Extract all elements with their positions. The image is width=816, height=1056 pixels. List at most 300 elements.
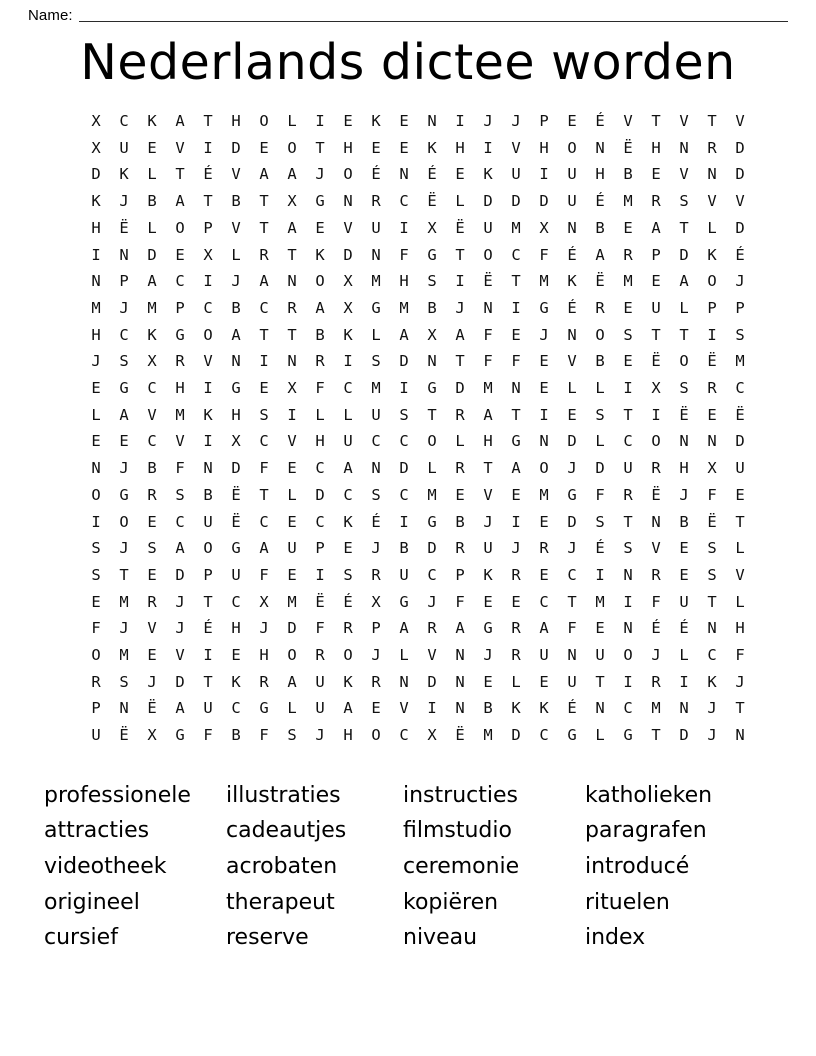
grid-cell[interactable]: C <box>175 512 185 531</box>
grid-cell[interactable]: B <box>623 165 633 184</box>
grid-cell[interactable]: M <box>371 272 381 291</box>
grid-cell[interactable]: M <box>511 218 521 237</box>
grid-cell[interactable]: I <box>203 432 213 451</box>
grid-cell[interactable]: T <box>707 112 717 130</box>
grid-cell[interactable]: A <box>399 619 409 638</box>
grid-cell[interactable]: H <box>399 272 409 291</box>
grid-cell[interactable]: N <box>595 138 605 157</box>
grid-cell[interactable]: C <box>539 592 549 611</box>
grid-cell[interactable]: I <box>651 405 661 424</box>
grid-cell[interactable]: C <box>399 432 409 451</box>
grid-cell[interactable]: E <box>511 485 521 504</box>
grid-cell[interactable]: E <box>399 112 409 130</box>
grid-cell[interactable]: É <box>651 619 661 638</box>
grid-cell[interactable]: T <box>623 405 633 424</box>
grid-cell[interactable]: U <box>623 459 633 478</box>
grid-cell[interactable]: R <box>147 592 157 611</box>
grid-cell[interactable]: D <box>147 245 157 264</box>
grid-cell[interactable]: É <box>343 592 353 611</box>
grid-cell[interactable]: U <box>511 165 521 184</box>
grid-cell[interactable]: L <box>595 379 605 398</box>
grid-cell[interactable]: É <box>567 245 577 264</box>
grid-cell[interactable]: E <box>259 379 269 398</box>
grid-cell[interactable]: E <box>119 432 129 451</box>
word-list-item[interactable]: instructies <box>403 782 518 808</box>
grid-cell[interactable]: F <box>259 459 269 478</box>
grid-cell[interactable]: G <box>231 539 241 558</box>
grid-cell[interactable]: I <box>455 112 465 130</box>
grid-cell[interactable]: I <box>315 565 325 584</box>
grid-cell[interactable]: C <box>399 726 409 745</box>
grid-cell[interactable]: H <box>175 379 185 398</box>
grid-cell[interactable]: K <box>539 699 549 718</box>
grid-cell[interactable]: H <box>539 138 549 157</box>
grid-cell[interactable]: U <box>679 592 689 611</box>
word-list-item[interactable]: cadeautjes <box>226 818 347 844</box>
grid-cell[interactable]: D <box>567 512 577 531</box>
grid-cell[interactable]: C <box>567 565 577 584</box>
grid-cell[interactable]: C <box>623 699 633 718</box>
grid-cell[interactable]: D <box>231 138 241 157</box>
grid-cell[interactable]: L <box>595 726 605 745</box>
grid-cell[interactable]: C <box>147 432 157 451</box>
grid-cell[interactable]: V <box>651 539 661 558</box>
word-list-item[interactable]: introducé <box>585 853 690 879</box>
grid-cell[interactable]: A <box>287 672 297 691</box>
grid-cell[interactable]: J <box>539 325 549 344</box>
grid-cell[interactable]: G <box>427 379 437 398</box>
grid-cell[interactable]: R <box>623 485 633 504</box>
grid-cell[interactable]: E <box>147 646 157 665</box>
grid-cell[interactable]: O <box>539 459 549 478</box>
grid-cell[interactable]: N <box>399 672 409 691</box>
grid-cell[interactable]: E <box>623 352 633 371</box>
grid-cell[interactable]: N <box>707 165 717 184</box>
grid-cell[interactable]: E <box>455 485 465 504</box>
grid-cell[interactable]: J <box>455 298 465 317</box>
grid-cell[interactable]: D <box>399 459 409 478</box>
grid-cell[interactable]: G <box>427 512 437 531</box>
grid-cell[interactable]: D <box>231 459 241 478</box>
grid-cell[interactable]: P <box>315 539 325 558</box>
grid-cell[interactable]: U <box>203 699 213 718</box>
grid-cell[interactable]: L <box>455 192 465 211</box>
grid-cell[interactable]: H <box>343 726 353 745</box>
grid-cell[interactable]: U <box>91 726 101 745</box>
grid-cell[interactable]: H <box>651 138 661 157</box>
grid-cell[interactable]: S <box>343 565 353 584</box>
grid-cell[interactable]: D <box>455 379 465 398</box>
grid-cell[interactable]: G <box>399 592 409 611</box>
grid-cell[interactable]: D <box>511 192 521 211</box>
grid-cell[interactable]: K <box>483 565 493 584</box>
grid-cell[interactable]: D <box>483 192 493 211</box>
grid-cell[interactable]: U <box>371 218 381 237</box>
grid-cell[interactable]: R <box>315 352 325 371</box>
grid-cell[interactable]: U <box>315 672 325 691</box>
grid-cell[interactable]: U <box>315 699 325 718</box>
grid-cell[interactable]: E <box>539 379 549 398</box>
grid-cell[interactable]: N <box>287 352 297 371</box>
grid-cell[interactable]: S <box>147 539 157 558</box>
grid-cell[interactable]: E <box>287 565 297 584</box>
grid-cell[interactable]: I <box>455 272 465 291</box>
grid-cell[interactable]: E <box>343 112 353 130</box>
grid-cell[interactable]: M <box>91 298 101 317</box>
grid-cell[interactable]: M <box>539 485 549 504</box>
grid-cell[interactable]: K <box>231 672 241 691</box>
grid-cell[interactable]: B <box>231 192 241 211</box>
grid-cell[interactable]: O <box>175 218 185 237</box>
grid-cell[interactable]: X <box>427 218 437 237</box>
grid-cell[interactable]: E <box>147 565 157 584</box>
grid-cell[interactable]: E <box>567 405 577 424</box>
grid-cell[interactable]: E <box>707 405 717 424</box>
word-list-item[interactable]: attracties <box>44 818 150 844</box>
grid-cell[interactable]: R <box>175 352 185 371</box>
grid-cell[interactable]: T <box>567 592 577 611</box>
grid-cell[interactable]: A <box>343 699 353 718</box>
grid-cell[interactable]: C <box>315 459 325 478</box>
grid-cell[interactable]: K <box>567 272 577 291</box>
word-list-item[interactable]: paragrafen <box>585 818 707 844</box>
grid-cell[interactable]: A <box>175 539 185 558</box>
grid-cell[interactable]: G <box>623 726 633 745</box>
grid-cell[interactable]: I <box>287 405 297 424</box>
grid-cell[interactable]: N <box>203 459 213 478</box>
grid-cell[interactable]: C <box>315 512 325 531</box>
grid-cell[interactable]: C <box>343 485 353 504</box>
grid-cell[interactable]: Ë <box>231 485 241 504</box>
grid-cell[interactable]: A <box>231 325 241 344</box>
grid-cell[interactable]: S <box>707 565 717 584</box>
grid-cell[interactable]: G <box>483 619 493 638</box>
grid-cell[interactable]: É <box>567 699 577 718</box>
grid-cell[interactable]: P <box>539 112 549 130</box>
grid-cell[interactable]: Ë <box>483 272 493 291</box>
grid-cell[interactable]: K <box>343 512 353 531</box>
grid-cell[interactable]: E <box>511 592 521 611</box>
grid-cell[interactable]: N <box>511 379 521 398</box>
grid-cell[interactable]: E <box>91 592 101 611</box>
grid-cell[interactable]: U <box>399 565 409 584</box>
grid-cell[interactable]: É <box>203 165 213 184</box>
grid-cell[interactable]: Ë <box>455 218 465 237</box>
grid-cell[interactable]: U <box>231 565 241 584</box>
grid-cell[interactable]: T <box>259 485 269 504</box>
grid-cell[interactable]: O <box>91 646 101 665</box>
grid-cell[interactable]: V <box>623 112 633 130</box>
grid-cell[interactable]: J <box>483 512 493 531</box>
grid-cell[interactable]: J <box>315 165 325 184</box>
grid-cell[interactable]: B <box>595 352 605 371</box>
word-list-item[interactable]: professionele <box>44 782 191 808</box>
grid-cell[interactable]: I <box>539 165 549 184</box>
grid-cell[interactable]: I <box>203 646 213 665</box>
grid-cell[interactable]: E <box>539 565 549 584</box>
grid-cell[interactable]: H <box>231 405 241 424</box>
grid-cell[interactable]: E <box>679 539 689 558</box>
grid-cell[interactable]: K <box>315 245 325 264</box>
grid-cell[interactable]: D <box>427 539 437 558</box>
grid-cell[interactable]: X <box>343 298 353 317</box>
grid-cell[interactable]: E <box>371 699 381 718</box>
grid-cell[interactable]: V <box>679 165 689 184</box>
grid-cell[interactable]: I <box>399 218 409 237</box>
grid-cell[interactable]: X <box>147 726 157 745</box>
grid-cell[interactable]: K <box>147 112 157 130</box>
grid-cell[interactable]: C <box>175 272 185 291</box>
grid-cell[interactable]: N <box>567 218 577 237</box>
grid-cell[interactable]: A <box>147 272 157 291</box>
grid-cell[interactable]: I <box>623 672 633 691</box>
grid-cell[interactable]: T <box>483 459 493 478</box>
grid-cell[interactable]: U <box>567 165 577 184</box>
word-list-item[interactable]: acrobaten <box>226 853 338 879</box>
grid-cell[interactable]: G <box>119 379 129 398</box>
grid-cell[interactable]: I <box>203 379 213 398</box>
grid-cell[interactable]: T <box>259 325 269 344</box>
grid-cell[interactable]: U <box>483 539 493 558</box>
grid-cell[interactable]: Ë <box>651 352 661 371</box>
grid-cell[interactable]: D <box>735 138 745 157</box>
grid-cell[interactable]: L <box>91 405 101 424</box>
grid-cell[interactable]: I <box>623 379 633 398</box>
grid-cell[interactable]: V <box>343 218 353 237</box>
grid-cell[interactable]: X <box>707 459 717 478</box>
grid-cell[interactable]: T <box>315 138 325 157</box>
grid-cell[interactable]: L <box>455 432 465 451</box>
grid-cell[interactable]: E <box>91 379 101 398</box>
grid-cell[interactable]: R <box>259 245 269 264</box>
grid-cell[interactable]: D <box>679 245 689 264</box>
grid-cell[interactable]: X <box>287 379 297 398</box>
grid-cell[interactable]: X <box>203 245 213 264</box>
grid-cell[interactable]: J <box>315 726 325 745</box>
grid-cell[interactable]: S <box>91 565 101 584</box>
grid-cell[interactable]: O <box>259 112 269 130</box>
grid-cell[interactable]: T <box>679 218 689 237</box>
grid-cell[interactable]: T <box>707 592 717 611</box>
grid-cell[interactable]: O <box>679 352 689 371</box>
grid-cell[interactable]: M <box>371 379 381 398</box>
word-list-item[interactable]: origineel <box>44 889 140 915</box>
grid-cell[interactable]: I <box>91 512 101 531</box>
grid-cell[interactable]: I <box>203 138 213 157</box>
grid-cell[interactable]: R <box>287 298 297 317</box>
grid-cell[interactable]: M <box>539 272 549 291</box>
grid-cell[interactable]: L <box>511 672 521 691</box>
grid-cell[interactable]: A <box>287 165 297 184</box>
grid-cell[interactable]: T <box>511 272 521 291</box>
grid-cell[interactable]: X <box>147 352 157 371</box>
grid-cell[interactable]: N <box>651 512 661 531</box>
grid-cell[interactable]: G <box>259 699 269 718</box>
grid-cell[interactable]: N <box>567 646 577 665</box>
grid-cell[interactable]: O <box>287 646 297 665</box>
grid-cell[interactable]: R <box>651 565 661 584</box>
grid-cell[interactable]: K <box>119 165 129 184</box>
grid-cell[interactable]: U <box>539 646 549 665</box>
grid-cell[interactable]: S <box>91 539 101 558</box>
grid-cell[interactable]: I <box>539 405 549 424</box>
grid-cell[interactable]: G <box>567 726 577 745</box>
grid-cell[interactable]: A <box>399 325 409 344</box>
grid-cell[interactable]: T <box>175 165 185 184</box>
grid-cell[interactable]: T <box>259 218 269 237</box>
grid-cell[interactable]: J <box>483 646 493 665</box>
grid-cell[interactable]: R <box>259 672 269 691</box>
grid-cell[interactable]: N <box>455 699 465 718</box>
grid-cell[interactable]: N <box>427 112 437 130</box>
grid-cell[interactable]: D <box>567 432 577 451</box>
grid-cell[interactable]: Ë <box>427 192 437 211</box>
grid-cell[interactable]: T <box>679 325 689 344</box>
grid-cell[interactable]: H <box>595 165 605 184</box>
grid-cell[interactable]: F <box>735 646 745 665</box>
grid-cell[interactable]: J <box>651 646 661 665</box>
grid-cell[interactable]: B <box>483 699 493 718</box>
grid-cell[interactable]: N <box>455 646 465 665</box>
grid-cell[interactable]: L <box>735 539 745 558</box>
grid-cell[interactable]: U <box>735 459 745 478</box>
word-list-item[interactable]: therapeut <box>226 889 335 915</box>
grid-cell[interactable]: B <box>231 726 241 745</box>
grid-cell[interactable]: D <box>427 672 437 691</box>
grid-cell[interactable]: Ë <box>595 272 605 291</box>
grid-cell[interactable]: L <box>231 245 241 264</box>
grid-cell[interactable]: N <box>623 619 633 638</box>
grid-cell[interactable]: I <box>91 245 101 264</box>
grid-cell[interactable]: S <box>371 352 381 371</box>
grid-cell[interactable]: R <box>595 298 605 317</box>
grid-cell[interactable]: S <box>427 272 437 291</box>
grid-cell[interactable]: I <box>399 379 409 398</box>
grid-cell[interactable]: J <box>511 539 521 558</box>
grid-cell[interactable]: T <box>511 405 521 424</box>
grid-cell[interactable]: J <box>231 272 241 291</box>
grid-cell[interactable]: Ë <box>707 512 717 531</box>
word-list-item[interactable]: ceremonie <box>403 853 520 879</box>
grid-cell[interactable]: N <box>343 192 353 211</box>
grid-cell[interactable]: F <box>259 565 269 584</box>
grid-cell[interactable]: M <box>623 192 633 211</box>
grid-cell[interactable]: Ë <box>623 138 633 157</box>
grid-cell[interactable]: É <box>427 165 437 184</box>
grid-cell[interactable]: A <box>175 192 185 211</box>
grid-cell[interactable]: F <box>203 726 213 745</box>
grid-cell[interactable]: R <box>511 646 521 665</box>
grid-cell[interactable]: L <box>287 112 297 130</box>
grid-cell[interactable]: N <box>427 352 437 371</box>
grid-cell[interactable]: P <box>371 619 381 638</box>
grid-cell[interactable]: U <box>119 138 129 157</box>
grid-cell[interactable]: Ë <box>119 726 129 745</box>
grid-cell[interactable]: X <box>231 432 241 451</box>
grid-cell[interactable]: H <box>343 138 353 157</box>
grid-cell[interactable]: V <box>287 432 297 451</box>
grid-cell[interactable]: Ë <box>651 485 661 504</box>
grid-cell[interactable]: C <box>119 325 129 344</box>
grid-cell[interactable]: P <box>175 298 185 317</box>
grid-cell[interactable]: R <box>315 646 325 665</box>
grid-cell[interactable]: R <box>455 405 465 424</box>
grid-cell[interactable]: J <box>175 592 185 611</box>
grid-cell[interactable]: L <box>315 405 325 424</box>
grid-cell[interactable]: U <box>343 432 353 451</box>
grid-cell[interactable]: E <box>623 218 633 237</box>
grid-cell[interactable]: R <box>455 539 465 558</box>
grid-cell[interactable]: J <box>119 539 129 558</box>
grid-cell[interactable]: D <box>175 565 185 584</box>
grid-cell[interactable]: I <box>679 672 689 691</box>
grid-cell[interactable]: L <box>147 218 157 237</box>
grid-cell[interactable]: H <box>91 218 101 237</box>
grid-cell[interactable]: N <box>539 432 549 451</box>
grid-cell[interactable]: A <box>259 539 269 558</box>
grid-cell[interactable]: A <box>679 272 689 291</box>
grid-cell[interactable]: J <box>707 699 717 718</box>
grid-cell[interactable]: S <box>371 485 381 504</box>
grid-cell[interactable]: É <box>595 192 605 211</box>
grid-cell[interactable]: S <box>287 726 297 745</box>
grid-cell[interactable]: R <box>371 672 381 691</box>
grid-cell[interactable]: N <box>399 165 409 184</box>
grid-cell[interactable]: X <box>91 138 101 157</box>
grid-cell[interactable]: J <box>427 592 437 611</box>
word-list-item[interactable]: kopiëren <box>403 889 499 915</box>
grid-cell[interactable]: F <box>511 352 521 371</box>
grid-cell[interactable]: C <box>231 592 241 611</box>
grid-cell[interactable]: O <box>203 539 213 558</box>
grid-cell[interactable]: I <box>595 565 605 584</box>
grid-cell[interactable]: N <box>91 272 101 291</box>
grid-cell[interactable]: R <box>651 459 661 478</box>
word-search-grid[interactable] <box>82 108 745 749</box>
grid-cell[interactable]: F <box>567 619 577 638</box>
grid-cell[interactable]: N <box>371 459 381 478</box>
grid-cell[interactable]: É <box>595 112 605 130</box>
grid-cell[interactable]: D <box>399 352 409 371</box>
grid-cell[interactable]: N <box>735 726 745 745</box>
grid-cell[interactable]: X <box>343 272 353 291</box>
grid-cell[interactable]: E <box>539 672 549 691</box>
grid-cell[interactable]: A <box>259 272 269 291</box>
grid-cell[interactable]: V <box>147 405 157 424</box>
grid-cell[interactable]: R <box>651 192 661 211</box>
grid-cell[interactable]: V <box>735 112 745 130</box>
grid-cell[interactable]: A <box>511 459 521 478</box>
grid-cell[interactable]: T <box>455 245 465 264</box>
grid-cell[interactable]: A <box>175 699 185 718</box>
grid-cell[interactable]: E <box>651 165 661 184</box>
grid-cell[interactable]: X <box>259 592 269 611</box>
grid-cell[interactable]: L <box>567 379 577 398</box>
grid-cell[interactable]: F <box>399 245 409 264</box>
grid-cell[interactable]: A <box>119 405 129 424</box>
grid-cell[interactable]: N <box>455 672 465 691</box>
grid-cell[interactable]: R <box>455 459 465 478</box>
grid-cell[interactable]: E <box>595 619 605 638</box>
grid-cell[interactable]: A <box>455 325 465 344</box>
grid-cell[interactable]: N <box>707 432 717 451</box>
grid-cell[interactable]: A <box>651 218 661 237</box>
grid-cell[interactable]: B <box>427 298 437 317</box>
grid-cell[interactable]: E <box>259 138 269 157</box>
grid-cell[interactable]: T <box>651 726 661 745</box>
grid-cell[interactable]: F <box>175 459 185 478</box>
grid-cell[interactable]: N <box>679 138 689 157</box>
